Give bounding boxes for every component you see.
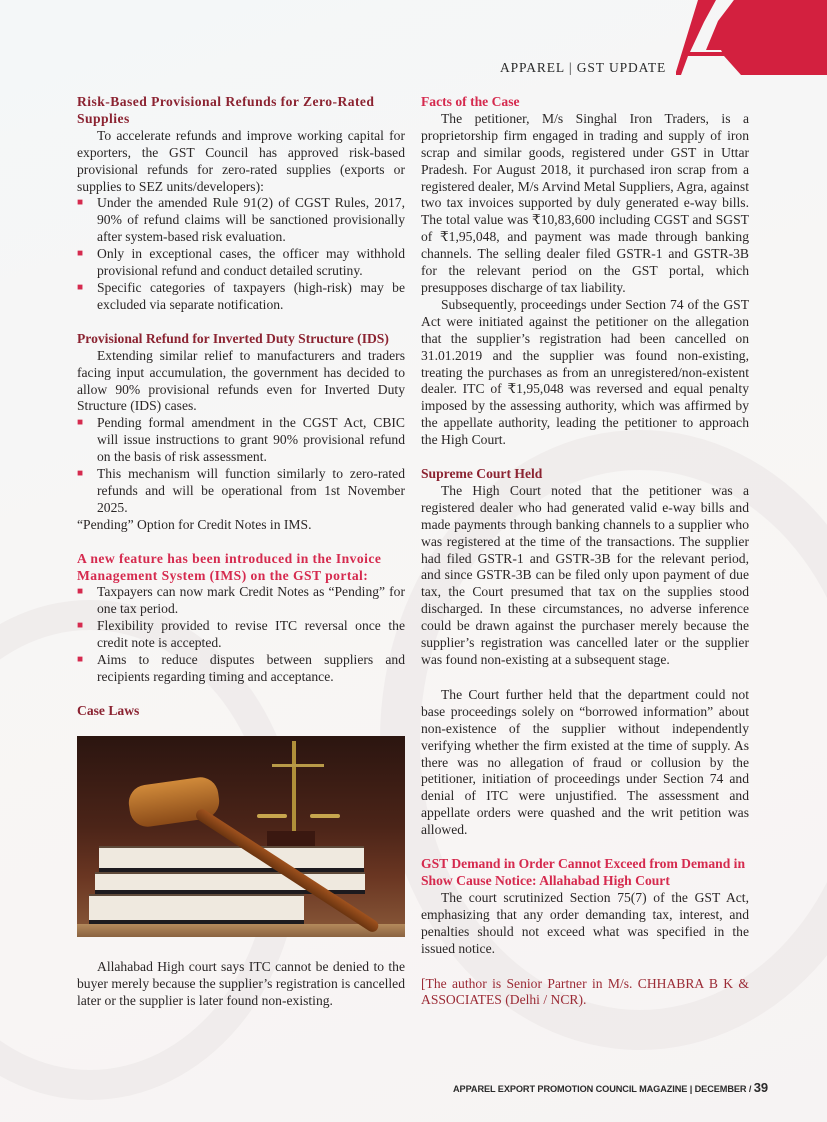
bullet-item: ■ This mechanism will function similarly to zero-rated refunds and will be operational from 1st November 2025. (77, 466, 405, 515)
paragraph: “Pending” Option for Credit Notes in IMS. (77, 516, 312, 532)
bullet-item: ■ Flexibility provided to revise ITC reversal once the credit note is accepted. (77, 618, 405, 651)
bullet-item: ■ Under the amended Rule 91(2) of CGST Rules, 2017, 90% of refund claims will be sanctioned provisionally after system-based risk evaluation. (77, 195, 405, 245)
paragraph: To accelerate refunds and improve working capital for exporters, the GST Council has approved risk-based provisional refunds for zero-rated supplies (exports or supplies to SEZ units/developers): (77, 127, 405, 194)
ids-refund-section (77, 331, 405, 534)
bullet-icon: ■ (77, 417, 84, 429)
footer-separator: / (746, 1084, 754, 1094)
ims-feature-section (77, 551, 405, 686)
section-heading: Provisional Refund for Inverted Duty Structure (IDS) (77, 330, 389, 346)
paragraph: The court scrutinized Section 75(7) of the GST Act, emphasizing that any order demanding tax, interest, and penalties should not exceed what was specified in the issued notice. (421, 889, 749, 956)
section-heading: Risk-Based Provisional Refunds for Zero-Rated Supplies (77, 94, 375, 126)
bullet-icon: ■ (77, 620, 84, 632)
image-caption: Allahabad High court says ITC cannot be denied to the buyer merely because the supplier’s registration is cancelled later or the supplier is later found non-existing. (77, 958, 405, 1008)
page-footer (453, 1080, 768, 1095)
right-column (421, 94, 749, 1009)
risk-based-refunds-section (77, 94, 405, 314)
bullet-icon: ■ (77, 281, 84, 293)
paragraph: Subsequently, proceedings under Section 74 of the GST Act were initiated against the petitioner on the allegation that the supplier’s registration had been cancelled on 31.01.2019 and the supplier was found non-existing, treating the purchases as from an unregistered/non-existent dealer. ITC of ₹1,95,048 was reversed and equal penalty imposed by the assessing authority, which was affirmed by the appellate authority, leading the petitioner to approach the High Court. (421, 296, 749, 448)
bullet-item: ■ Taxpayers can now mark Credit Notes as “Pending” for one tax period. (77, 584, 405, 617)
page-number: 39 (753, 1080, 769, 1095)
publication-name: APPAREL EXPORT PROMOTION COUNCIL MAGAZINE | DECEMBER (453, 1084, 747, 1094)
bullet-icon: ■ (77, 468, 84, 480)
paragraph: The petitioner, M/s Singhal Iron Traders, is a proprietorship firm engaged in trading and supply of iron scrap and similar goods, registered under GST in Uttar Pradesh. For August 2018, it purchased iron scrap from a registered dealer, M/s Arvind Metal Suppliers, Agra, against two tax invoices supported by duly generated e-way bills. The total value was ₹10,83,600 including CGST and SGST of ₹1,95,048, and payment was made through banking channels. The selling dealer filed GSTR-1 and GSTR-3B for the relevant period on the GST portal, which presupposes discharge of tax liability. (421, 110, 749, 295)
author-note: [The author is Senior Partner in M/s. CHHABRA B K & ASSOCIATES (Delhi / NCR). (421, 975, 749, 1008)
section-heading: A new feature has been introduced in the Invoice Management System (IMS) on the GST portal: (77, 550, 382, 583)
gavel-and-books-image (77, 736, 405, 937)
left-column (77, 94, 405, 1010)
bullet-item: ■ Only in exceptional cases, the officer may withhold provisional refund and conduct detailed scrutiny. (77, 246, 405, 279)
section-heading: Case Laws (77, 702, 140, 718)
bullet-item: ■ Pending formal amendment in the CGST Act, CBIC will issue instructions to grant 90% provisional refund on the basis of risk assessment. (77, 415, 405, 465)
magazine-logo-a-icon (676, 0, 827, 75)
gst-demand-section (421, 856, 749, 957)
section-label: APPAREL | GST UPDATE (500, 60, 667, 75)
paragraph: The High Court noted that the petitioner was a registered dealer who had generated valid e-way bills and made payments through banking channels to a supplier who was registered at the time of the transactions. The supplier had filed GSTR-1 and GSTR-3B for the relevant period, and since GSTR-3B can be filed only upon payment of due tax, the Court presumed that tax on the supplies stood discharged. In these circumstances, no adverse inference could be drawn against the purchaser merely because the supplier’s registration was cancelled later or the supplier was found non-existing at a subsequent stage. (421, 482, 749, 667)
bullet-icon: ■ (77, 248, 84, 260)
bullet-icon: ■ (77, 586, 84, 598)
bullet-item: ■ Aims to reduce disputes between suppliers and recipients regarding timing and acceptance. (77, 652, 405, 684)
section-heading: Supreme Court Held (421, 466, 543, 482)
case-laws-section (77, 703, 405, 1010)
facts-section (421, 94, 749, 449)
paragraph: Extending similar relief to manufacturers and traders facing input accumulation, the government has decided to allow 90% provisional refunds even for Inverted Duty Structure (IDS) cases. (77, 347, 405, 414)
section-heading: GST Demand in Order Cannot Exceed from Demand in Show Cause Notice: Allahabad High Court (421, 856, 746, 888)
court-held-section (421, 466, 749, 839)
paragraph: The Court further held that the department could not base proceedings solely on “borrowed information” about non-existence of the supplier without independently verifying whether the firm existed at the time of supply. As there was no allegation of fraud or collusion by the petitioner, initiation of proceedings under Section 74 and denial of ITC were unjustified. The assessment and appellate orders were quashed and the writ petition was allowed. (421, 686, 749, 838)
bullet-item: ■ Specific categories of taxpayers (high-risk) may be excluded via separate notification. (77, 279, 405, 312)
section-heading: Facts of the Case (421, 94, 520, 109)
bullet-icon: ■ (77, 654, 84, 666)
bullet-icon: ■ (77, 197, 84, 209)
